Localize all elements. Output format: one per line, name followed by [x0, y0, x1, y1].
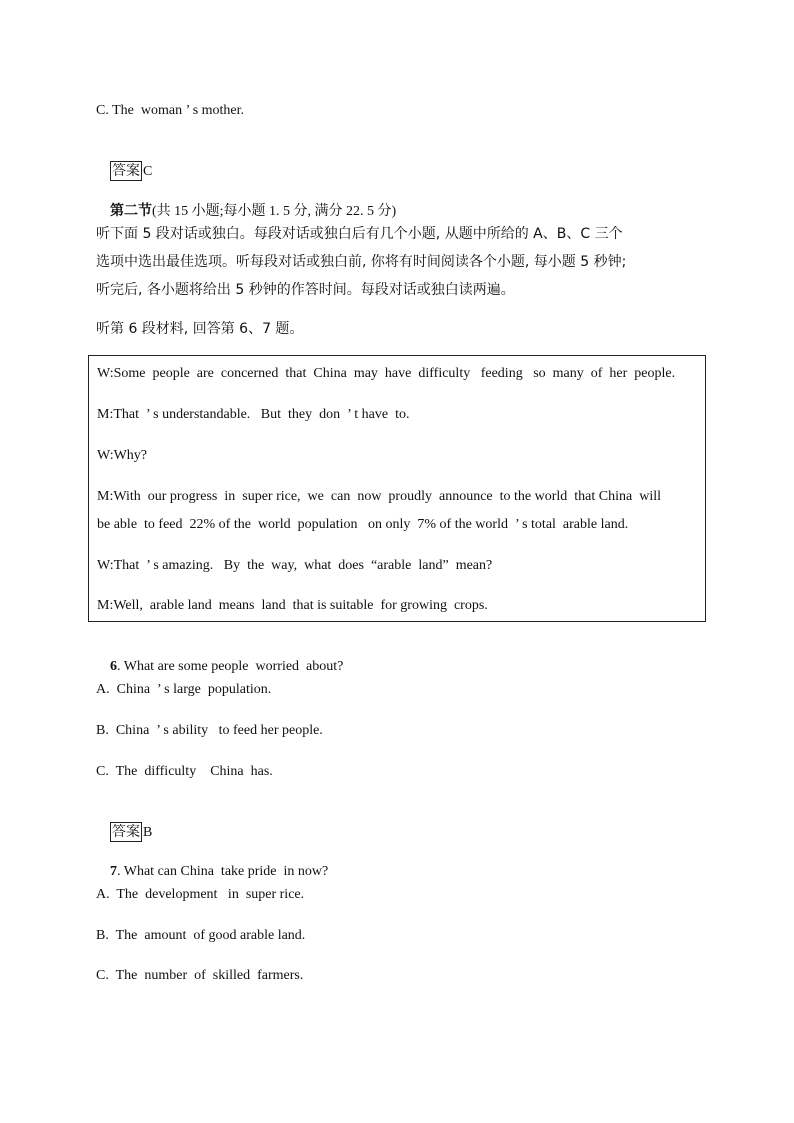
q6-option-c: C. The difficulty China has. [96, 764, 273, 779]
instruction-line-3: 听完后, 各小题将给出 5 秒钟的作答时间。每段对话或独白读两遍。 [96, 282, 515, 298]
dialogue-line: M:With our progress in super rice, we can now proudly announce to the world that China will [97, 489, 661, 504]
q6-option-b: B. China ’ s ability to feed her people. [96, 723, 323, 738]
question-number: 6 [110, 659, 117, 674]
dialogue-line: W:Some people are concerned that China may have difficulty feeding so many of her people. [97, 366, 676, 381]
dialogue-box [88, 355, 706, 622]
q7-option-a: A. The development in super rice. [96, 887, 305, 902]
question-text: . What can China take pride in now? [117, 864, 329, 879]
instruction-line-2: 选项中选出最佳选项。听每段对话或独白前, 你将有时间阅读各个小题, 每小题 5 秒钟; [96, 254, 627, 270]
section-detail: (共 15 小题;每小题 1. 5 分, 满分 22. 5 分) [152, 204, 397, 219]
q6-option-a: A. China ’ s large population. [96, 682, 272, 697]
answer-value: B [143, 825, 153, 840]
dialogue-line: M:That ’ s understandable. But they don ’ t have to. [97, 407, 410, 422]
q7-option-c: C. The number of skilled farmers. [96, 968, 304, 983]
answer-value: C [143, 164, 153, 179]
dialogue-line: W:Why? [97, 448, 148, 463]
question-text: . What are some people worried about? [117, 659, 344, 674]
q7-option-b: B. The amount of good arable land. [96, 928, 306, 943]
section-title: 第二节 [110, 203, 152, 219]
answer-label-box: 答案 [112, 163, 140, 179]
instruction-line-1: 听下面 5 段对话或独白。每段对话或独白后有几个小题, 从题中所给的 A、B、C 三个 [96, 226, 623, 242]
answer-label-box: 答案 [112, 824, 140, 840]
q5-option-c: C. The woman ’ s mother. [96, 103, 245, 118]
material-intro: 听第 6 段材料, 回答第 6、7 题。 [96, 321, 304, 337]
dialogue-line: M:Well, arable land means land that is suitable for growing crops. [97, 598, 488, 613]
dialogue-line: be able to feed 22% of the world population on only 7% of the world ’ s total arable land. [97, 517, 629, 532]
dialogue-line: W:That ’ s amazing. By the way, what does “arable land” mean? [97, 558, 493, 573]
question-number: 7 [110, 864, 117, 879]
